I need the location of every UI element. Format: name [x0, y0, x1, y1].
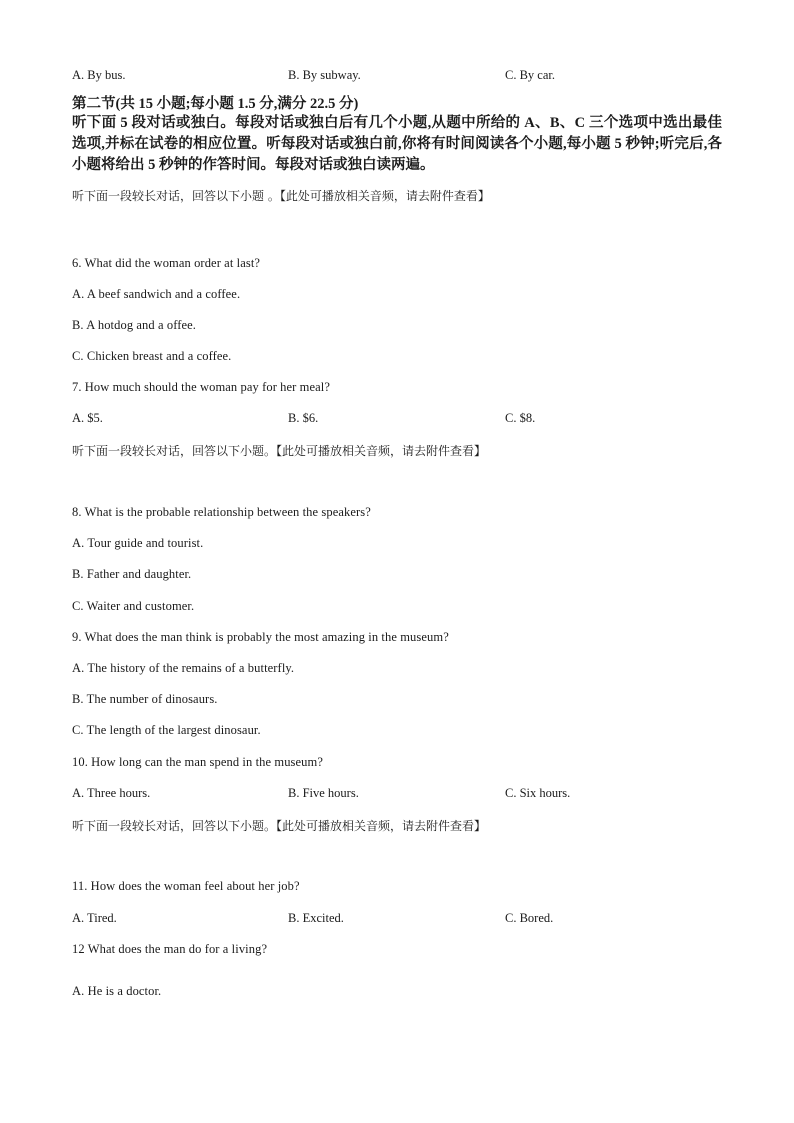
- q8-option-c: C. Waiter and customer.: [72, 599, 195, 613]
- q6-option-a: A. A beef sandwich and a coffee.: [72, 287, 241, 301]
- section2-instructions: 听下面 5 段对话或独白。每段对话或独白后有几个小题,从题中所给的 A、B、C 三个选项中选出最佳选项,并标在试卷的相应位置。听每段对话或独白前,你将有时间阅读各个小题,每小题 5 秒钟;听完后,各小题将给出 5 秒钟的作答时间。每段对话或独白读两遍。: [72, 115, 722, 173]
- q9-option-c: C. The length of the largest dinosaur.: [72, 723, 261, 737]
- q10-option-a: A. Three hours.: [72, 786, 151, 800]
- q6-option-c: C. Chicken breast and a coffee.: [72, 349, 232, 363]
- section2-heading: 第二节(共 15 小题;每小题 1.5 分,满分 22.5 分): [72, 96, 359, 112]
- q8-option-b: B. Father and daughter.: [72, 567, 192, 581]
- q6-option-b: B. A hotdog and a offee.: [72, 318, 197, 332]
- q9-stem: 9. What does the man think is probably the most amazing in the museum?: [72, 630, 449, 644]
- q11-option-a: A. Tired.: [72, 911, 117, 925]
- q7-options: [72, 411, 732, 429]
- q7-option-a: A. $5.: [72, 411, 103, 425]
- q8-stem: 8. What is the probable relationship between the speakers?: [72, 505, 371, 519]
- listening-notice-3: 听下面一段较长对话，回答以下小题。【此处可播放相关音频，请去附件查看】: [72, 819, 487, 833]
- q6-stem: 6. What did the woman order at last?: [72, 256, 261, 270]
- q10-option-c: C. Six hours.: [505, 786, 571, 800]
- listening-notice-1: 听下面一段较长对话，回答以下小题 。【此处可播放相关音频，请去附件查看】: [72, 189, 490, 203]
- q11-stem: 11. How does the woman feel about her job?: [72, 879, 300, 893]
- q8-option-a: A. Tour guide and tourist.: [72, 536, 204, 550]
- q7-option-c: C. $8.: [505, 411, 536, 425]
- q12-stem: 12 What does the man do for a living?: [72, 942, 268, 956]
- q5-option-b: B. By subway.: [288, 68, 361, 82]
- q5-option-a: A. By bus.: [72, 68, 126, 82]
- listening-notice-2: 听下面一段较长对话，回答以下小题。【此处可播放相关音频，请去附件查看】: [72, 444, 487, 458]
- q11-option-b: B. Excited.: [288, 911, 344, 925]
- q9-option-b: B. The number of dinosaurs.: [72, 692, 218, 706]
- q9-option-a: A. The history of the remains of a butterfly.: [72, 661, 295, 675]
- q5-option-c: C. By car.: [505, 68, 555, 82]
- q5-options: [72, 68, 732, 86]
- q10-stem: 10. How long can the man spend in the museum?: [72, 755, 323, 769]
- q11-options: [72, 911, 732, 929]
- q7-option-b: B. $6.: [288, 411, 319, 425]
- q7-stem: 7. How much should the woman pay for her meal?: [72, 380, 331, 394]
- q11-option-c: C. Bored.: [505, 911, 554, 925]
- q10-options: [72, 786, 732, 804]
- q12-option-a: A. He is a doctor.: [72, 984, 162, 998]
- q10-option-b: B. Five hours.: [288, 786, 359, 800]
